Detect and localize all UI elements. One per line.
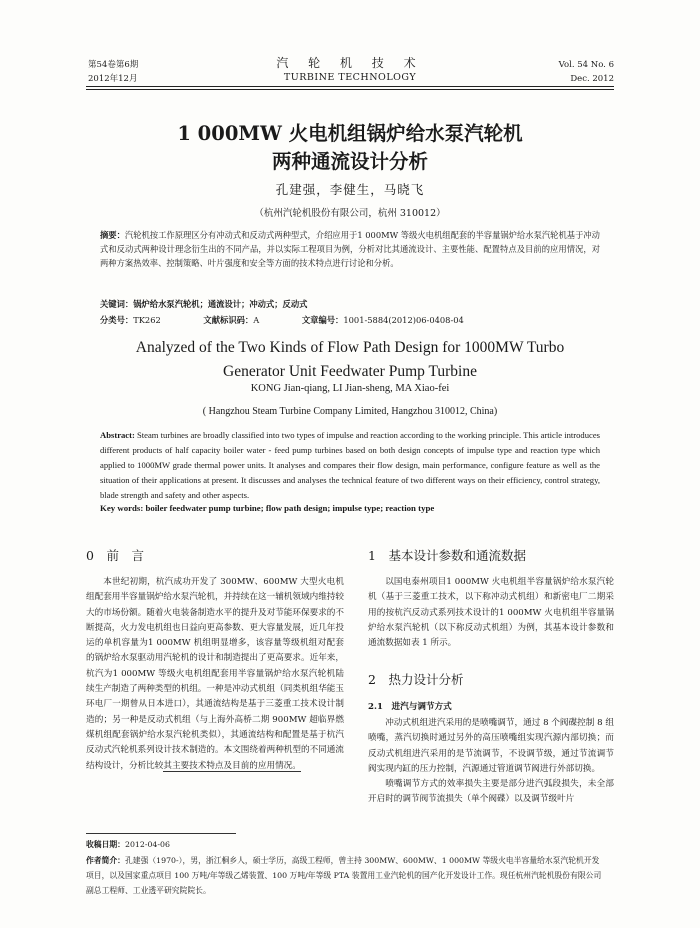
- section-2-paragraph-2: 喷嘴调节方式的效率损失主要是部分进汽弧段损失，未全部开启时的调节阀节流损失（单个阀碟）以及调节级叶片: [368, 779, 614, 805]
- abstract-cn-text: 汽轮机按工作原理区分有冲动式和反动式两种型式，介绍应用于1 000MW 等级火电机组配套的半容量锅炉给水泵汽轮机基于冲动式和反动式两种设计理念衍生出的不同产品，并以实际工程项目为例，分析对比其通流设计、主要性能、配置特点及目前的应用情况，对两种方案热效率、控制策略、叶片强度和安全等方面的技术特点进行讨论和分析。: [100, 230, 600, 268]
- document-code: 文献标识码：A: [203, 315, 260, 325]
- paper-title-cn: [86, 120, 614, 176]
- journal-name: [250, 56, 450, 84]
- authors-en: KONG Jian-qiang, LI Jian-sheng, MA Xiao-fei: [250, 383, 450, 394]
- journal-volume-info: [88, 58, 138, 86]
- author-bio: 作者简介：孔建强（1970-），男，浙江桐乡人，硕士学历，高级工程师，曾主持 300MW、600MW、1 000MW 等级火电半容量给水泵汽轮机开发项目，以及国家重点项目 100 万吨/年等级乙烯装置、100 万吨/年等级 PTA 装置用工业汽轮机的国产化开发设计工作。现任杭州汽轮机股份有限公司副总工程师、工业透平研究院院长。: [86, 856, 602, 895]
- abstract-en: [100, 428, 600, 503]
- header-rule-thin: [86, 89, 614, 90]
- classification-line: [100, 313, 600, 327]
- underlined-text: 其主要技术特点及目前的应用情况。: [163, 760, 301, 771]
- issue-date-en: Dec. 2012: [570, 74, 614, 84]
- section-1-paragraph: 以国电泰州项目1 000MW 火电机组半容量锅炉给水泵汽轮机（基于三菱重工技术，以下称冲动式机组）和新密电厂二期采用的按杭汽反动式系列技术设计的1 000MW 火电机组半容量锅炉给水泵汽轮机（以下称反动式机组）为例，其基本设计参数和通流数据如表 1 所示。: [368, 577, 614, 649]
- article-number: 文章编号：1001-5884(2012)06-0408-04: [301, 315, 464, 325]
- section-0-body: [86, 575, 344, 774]
- journal-name-cn: 汽 轮 机 技 术: [276, 56, 424, 70]
- volume-issue: 第54卷第6期: [88, 60, 139, 70]
- paper-title-en: [130, 336, 570, 384]
- section-2-paragraph-1: 冲动式机组进汽采用的是喷嘴调节，通过 8 个阀碟控制 8 组喷嘴，蒸汽切换时通过另外的高压喷嘴组实现汽源内部切换；而反动式机组进汽采用的是节流调节，不设调节级，通过节流调节阀实现内缸的压力控制，汽源通过管道调节阀进行外部切换。: [368, 718, 614, 774]
- title-cn-line1: 1 000MW 火电机组锅炉给水泵汽轮机: [177, 122, 523, 145]
- section-2-body: [368, 716, 614, 808]
- title-en-line1: Analyzed of the Two Kinds of Flow Path Design for 1000MW Turbo: [135, 339, 565, 356]
- keywords-cn: [100, 297, 600, 311]
- title-en-line2: Generator Unit Feedwater Pump Turbine: [223, 363, 477, 380]
- section-1-heading: 1 基本设计参数和通流数据: [368, 548, 526, 563]
- section-1-body: [368, 575, 614, 651]
- abstract-en-text: Steam turbines are broadly classified into two types of impulse and reaction according to the working principle. This article introduces different products of half capacity boiler water - feed pump turbines based on both design concepts of impulse type and reaction type which applied to 1000MW grade thermal power units. It analyses and compares their flow design, main performance, configure feature as well as the situation of their applications at present. It discusses and analyses the technical feature of two different ways on their efficiency, control strategy, blade strength and safety and other aspects.: [100, 430, 600, 500]
- abstract-cn: [100, 228, 600, 270]
- authors-cn: 孔建强，李健生，马晓飞: [275, 182, 425, 197]
- issue-date: 2012年12月: [88, 74, 138, 84]
- section-2-1-heading: 2.1 进汽与调节方式: [368, 702, 452, 712]
- journal-volume-info-en: [559, 58, 614, 86]
- section-0-heading: 0 前 言: [86, 548, 144, 563]
- affiliation-en: ( Hangzhou Steam Turbine Company Limited, Hangzhou 310012, China): [202, 406, 498, 417]
- keywords-cn-label: 关键词：: [100, 299, 134, 309]
- affiliation-cn: （杭州汽轮机股份有限公司，杭州 310012）: [254, 208, 446, 219]
- received-date: 收稿日期：2012-04-06: [86, 840, 170, 849]
- keywords-en: Key words: boiler feedwater pump turbine; flow path design; impulse type; reaction type: [100, 503, 435, 513]
- volume-issue-en: Vol. 54 No. 6: [558, 60, 614, 70]
- title-cn-line2: 两种通流设计分析: [271, 150, 428, 173]
- journal-name-en: TURBINE TECHNOLOGY: [283, 72, 417, 83]
- classification-number: 分类号：TK262: [100, 315, 161, 325]
- section-2-heading: 2 热力设计分析: [368, 672, 464, 687]
- abstract-en-label: Abstract:: [100, 430, 135, 440]
- abstract-cn-label: 摘要：: [100, 230, 125, 240]
- footnote-rule: [86, 833, 236, 834]
- intro-paragraph: 本世纪初期，杭汽成功开发了 300MW、600MW 大型火电机组配套用半容量锅炉给水泵汽轮机，并持续在这一辅机领域内维持较大的市场份额。随着火电装备制造水平的提升及对节能环保要求的不断提高，火力发电机组也日益向更高参数、更大容量发展，近几年投运的单机容量为1 000MW 机组明显增多，该容量等级机组对配套的锅炉给水泵驱动用汽轮机的设计和制造提出了更高要求。近年来，杭汽为1 000MW 等级火电机组配套用半容量锅炉给水泵汽轮机陆续生产制造了两种类型的机组。一种是冲动式机组（同类机组华能玉环电厂一期曾从日本进口），其通流结构是基于三菱重工技术设计制造的；另一种是反动式机组（与上海外高桥二期 900MW 超临界燃煤机组配套锅炉给水泵汽轮机类似），其通流结构和配置是基于杭汽反动式汽轮机系列设计技术制造的。本文围绕着两种机型的不同通流结构设计，分析比较其主要技术特点及目前的应用情况。: [86, 577, 344, 771]
- header-rule: [86, 86, 614, 87]
- keywords-cn-text: 锅炉给水泵汽轮机；通流设计；冲动式；反动式: [133, 299, 308, 309]
